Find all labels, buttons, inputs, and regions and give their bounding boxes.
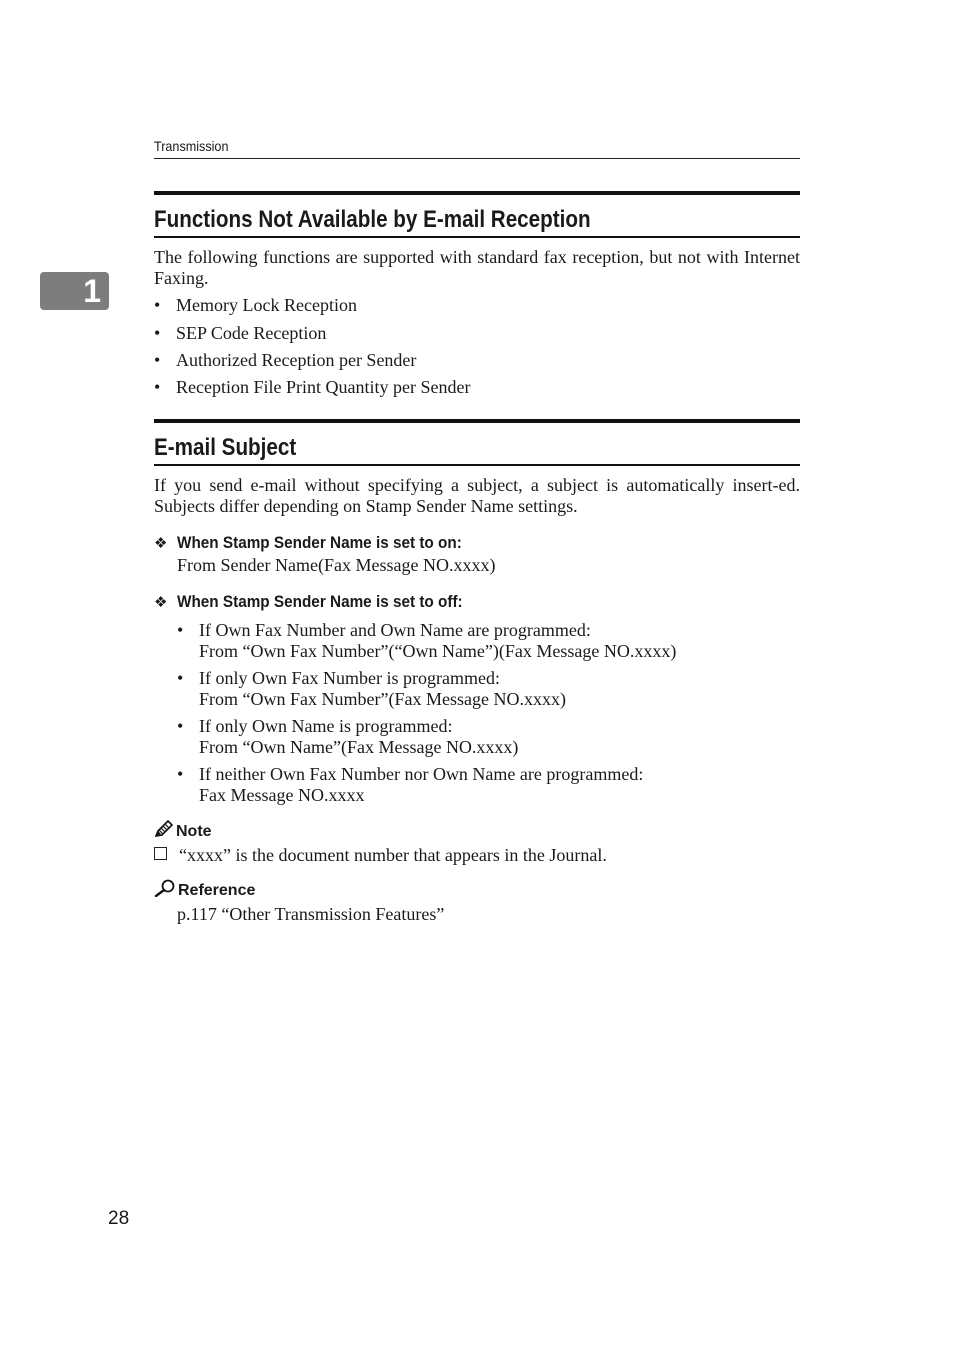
condition-heading-on: ❖ When Stamp Sender Name is set to on: (154, 533, 462, 552)
reference-heading: Reference (154, 879, 255, 901)
reference-link[interactable]: p.117 “Other Transmission Features” (177, 904, 445, 924)
section-bottom-rule (154, 464, 800, 466)
chapter-tab (40, 272, 109, 310)
condition-heading-off: ❖ When Stamp Sender Name is set to off: (154, 592, 463, 611)
section2-intro: If you send e-mail without specifying a subject, a subject is automatically insert-ed. Subjects differ depending on Stamp Sender Name settings. (154, 475, 800, 516)
diamond-bullet-icon: ❖ (154, 594, 168, 611)
list-item: • Memory Lock Reception (154, 295, 357, 315)
list-item: • If only Own Fax Number is programmed: From “Own Fax Number”(Fax Message NO.xxxx) (177, 668, 566, 709)
list-item: • If only Own Name is programmed: From “Own Name”(Fax Message NO.xxxx) (177, 716, 519, 757)
condition-on-value: From Sender Name(Fax Message NO.xxxx) (177, 555, 496, 575)
section-bottom-rule (154, 236, 800, 238)
list-item: • Reception File Print Quantity per Sender (154, 377, 471, 397)
section-title: E-mail Subject (154, 434, 297, 461)
list-item: • Authorized Reception per Sender (154, 350, 417, 370)
diamond-bullet-icon: ❖ (154, 535, 168, 552)
section-top-rule (154, 419, 800, 423)
pencil-icon (154, 820, 174, 838)
section1-intro: The following functions are supported with standard fax reception, but not with Internet Faxing. (154, 247, 800, 288)
note-item: “xxxx” is the document number that appears in the Journal. (154, 845, 607, 866)
running-head: Transmission (154, 138, 229, 154)
note-heading: Note (154, 820, 212, 842)
section-email-subject (154, 419, 800, 466)
checkbox-icon (154, 847, 167, 860)
magnifier-icon (154, 879, 176, 897)
chapter-number: 1 (83, 273, 101, 309)
section-functions-not-available (154, 191, 800, 238)
list-item: • If neither Own Fax Number nor Own Name are programmed: Fax Message NO.xxxx (177, 764, 644, 805)
list-item: • SEP Code Reception (154, 323, 327, 343)
page-number: 28 (108, 1208, 130, 1229)
section-top-rule (154, 191, 800, 195)
header-rule (154, 158, 800, 159)
list-item: • If Own Fax Number and Own Name are programmed: From “Own Fax Number”(“Own Name”)(Fax Message NO.xxxx) (177, 620, 677, 661)
section-title: Functions Not Available by E-mail Reception (154, 206, 591, 233)
